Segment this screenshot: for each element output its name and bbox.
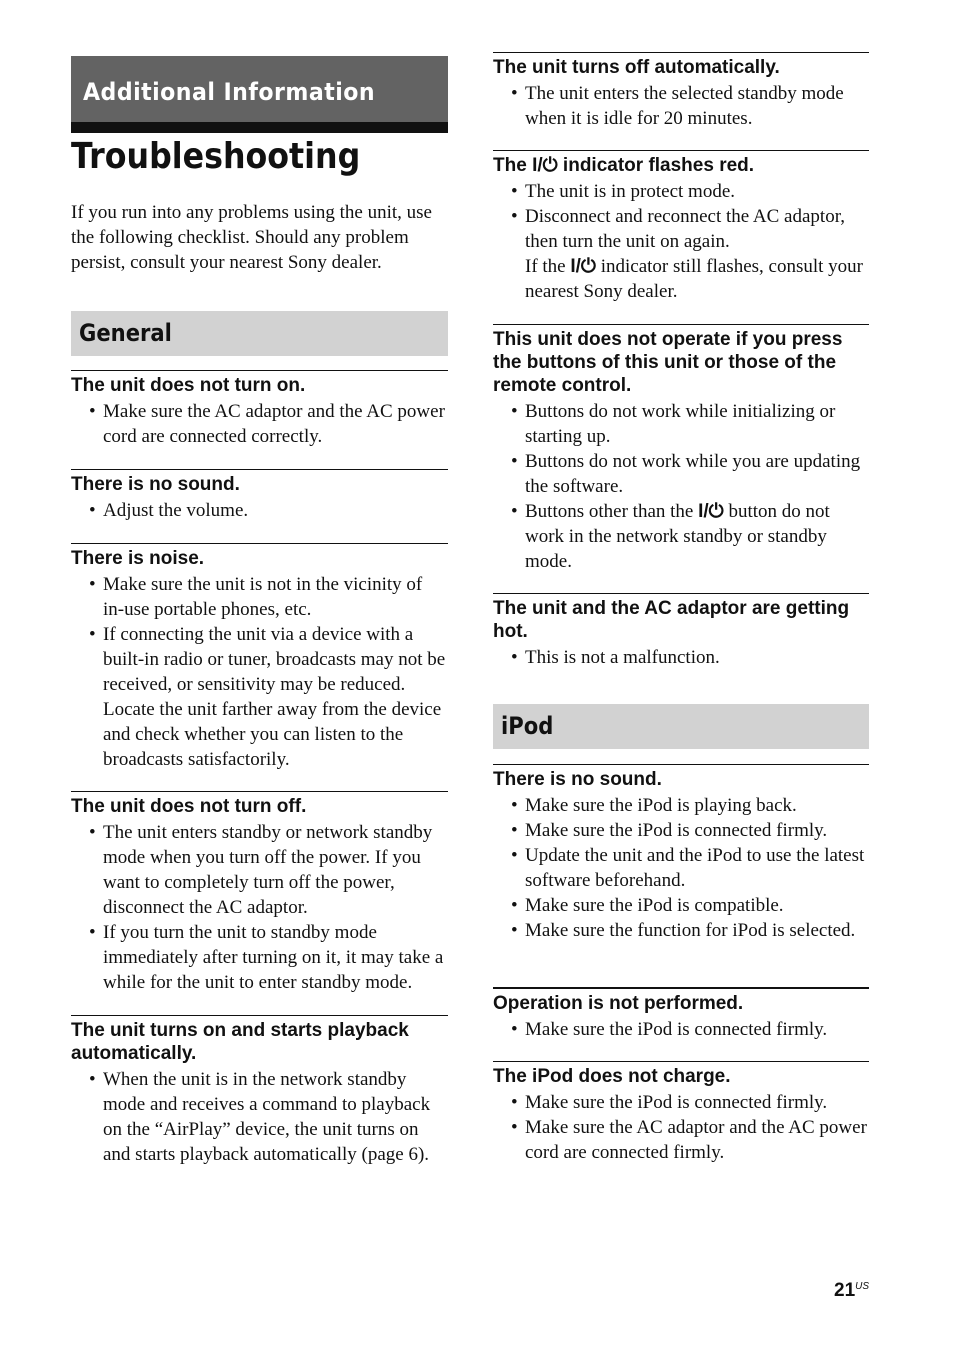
trouble-bullet: • The unit is in protect mode.	[525, 179, 869, 204]
trouble-bullet: • The unit enters the selected standby mode when it is idle for 20 minutes.	[525, 81, 869, 131]
trouble-bullet	[525, 499, 869, 574]
trouble-item	[71, 543, 448, 772]
trouble-item	[71, 1015, 448, 1167]
trouble-bullet: • Disconnect and reconnect the AC adaptor, then turn the unit on again.	[525, 204, 869, 254]
trouble-bullet: • Make sure the iPod is connected firmly.	[525, 1090, 869, 1115]
trouble-list	[493, 1090, 869, 1165]
trouble-bullet: • Make sure the iPod is playing back.	[525, 793, 869, 818]
trouble-subnote	[525, 254, 869, 304]
trouble-heading: The unit and the AC adaptor are getting hot.	[493, 598, 850, 642]
section-label: Additional Information	[83, 78, 376, 106]
trouble-bullet: • The unit enters standby or network standby mode when you turn off the power. If you want to completely turn off the power, disconnect the AC adaptor.	[103, 820, 448, 920]
trouble-list	[71, 572, 448, 772]
trouble-list	[493, 179, 869, 254]
intro-paragraph: If you run into any problems using the unit, use the following checklist. Should any problem persist, consult your nearest Sony dealer.	[71, 202, 432, 273]
trouble-bullet: • Make sure the AC adaptor and the AC power cord are connected firmly.	[525, 1115, 869, 1165]
trouble-heading: The unit does not turn off.	[71, 796, 307, 817]
page-suffix: US	[855, 1281, 870, 1292]
trouble-list	[493, 399, 869, 574]
category-ipod-label: iPod	[501, 712, 554, 740]
category-ipod	[493, 704, 869, 749]
heading-text: The	[493, 155, 533, 176]
trouble-heading: There is no sound.	[71, 474, 240, 495]
trouble-bullet: • Make sure the iPod is connected firmly.	[525, 818, 869, 843]
trouble-bullet: • Adjust the volume.	[103, 498, 448, 523]
power-icon: I/⏻	[570, 256, 596, 277]
section-header-bar	[71, 56, 448, 122]
trouble-item	[493, 150, 869, 304]
trouble-list	[71, 498, 448, 523]
category-general-label: General	[79, 319, 172, 347]
power-icon: I/⏻	[698, 501, 724, 522]
trouble-list	[71, 1067, 448, 1167]
trouble-item	[493, 324, 869, 574]
trouble-bullet: • Make sure the function for iPod is selected.	[525, 918, 869, 943]
trouble-heading	[493, 154, 869, 177]
trouble-item	[493, 987, 869, 1042]
category-general	[71, 311, 448, 356]
trouble-item	[71, 791, 448, 995]
trouble-heading: The unit does not turn on.	[71, 375, 306, 396]
trouble-heading: The iPod does not charge.	[493, 1066, 731, 1087]
trouble-item	[493, 593, 869, 670]
trouble-bullet: • This is not a malfunction.	[525, 645, 869, 670]
trouble-list	[493, 81, 869, 131]
trouble-list	[493, 645, 869, 670]
trouble-bullet: • If you turn the unit to standby mode immediately after turning on it, it may take a while for the unit to enter standby mode.	[103, 920, 448, 995]
trouble-list	[493, 793, 869, 943]
trouble-bullet: • Make sure the iPod is connected firmly.	[525, 1017, 869, 1042]
section-divider	[71, 122, 448, 133]
page-number	[834, 1280, 869, 1302]
subnote-text: indicator still flashes, consult your nearest Sony dealer.	[525, 256, 863, 302]
page-number-value: 21	[834, 1280, 856, 1301]
trouble-heading: There is noise.	[71, 548, 205, 569]
trouble-heading: Operation is not performed.	[493, 993, 744, 1014]
trouble-item	[71, 469, 448, 523]
trouble-list	[493, 1017, 869, 1042]
trouble-item	[493, 52, 869, 131]
trouble-item	[493, 1061, 869, 1165]
trouble-bullet: • Make sure the iPod is compatible.	[525, 893, 869, 918]
trouble-heading: The unit turns off automatically.	[493, 57, 780, 78]
subnote-text: If the	[525, 256, 571, 277]
page-title: Troubleshooting	[71, 136, 361, 177]
trouble-bullet: • If connecting the unit via a device with a built-in radio or tuner, broadcasts may not be received, or sensitivity may be reduced. Locate the unit farther away from the device and check whether you can listen to the broadcasts satisfactorily.	[103, 622, 448, 772]
trouble-list	[71, 820, 448, 995]
trouble-bullet: • When the unit is in the network standby mode and receives a command to playback on the “AirPlay” device, the unit turns on and starts playback automatically (page 6).	[103, 1067, 448, 1167]
trouble-bullet: • Update the unit and the iPod to use the latest software beforehand.	[525, 843, 869, 893]
bullet-text: Buttons other than the	[525, 501, 699, 522]
trouble-bullet: • Buttons do not work while initializing or starting up.	[525, 399, 869, 449]
trouble-bullet: • Buttons do not work while you are updating the software.	[525, 449, 869, 499]
trouble-item	[71, 370, 448, 449]
trouble-item	[493, 764, 869, 943]
heading-text: indicator flashes red.	[557, 155, 755, 176]
trouble-heading: The unit turns on and starts playback automatically.	[71, 1020, 409, 1064]
trouble-heading: This unit does not operate if you press the buttons of this unit or those of the remote control.	[493, 329, 843, 396]
trouble-list	[71, 399, 448, 449]
trouble-bullet: • Make sure the AC adaptor and the AC power cord are connected correctly.	[103, 399, 448, 449]
power-icon: I/⏻	[532, 155, 558, 176]
bullet-text: button do not work in the network standby or standby mode.	[525, 501, 830, 572]
trouble-bullet: • Make sure the unit is not in the vicinity of in-use portable phones, etc.	[103, 572, 448, 622]
trouble-heading: There is no sound.	[493, 769, 662, 790]
